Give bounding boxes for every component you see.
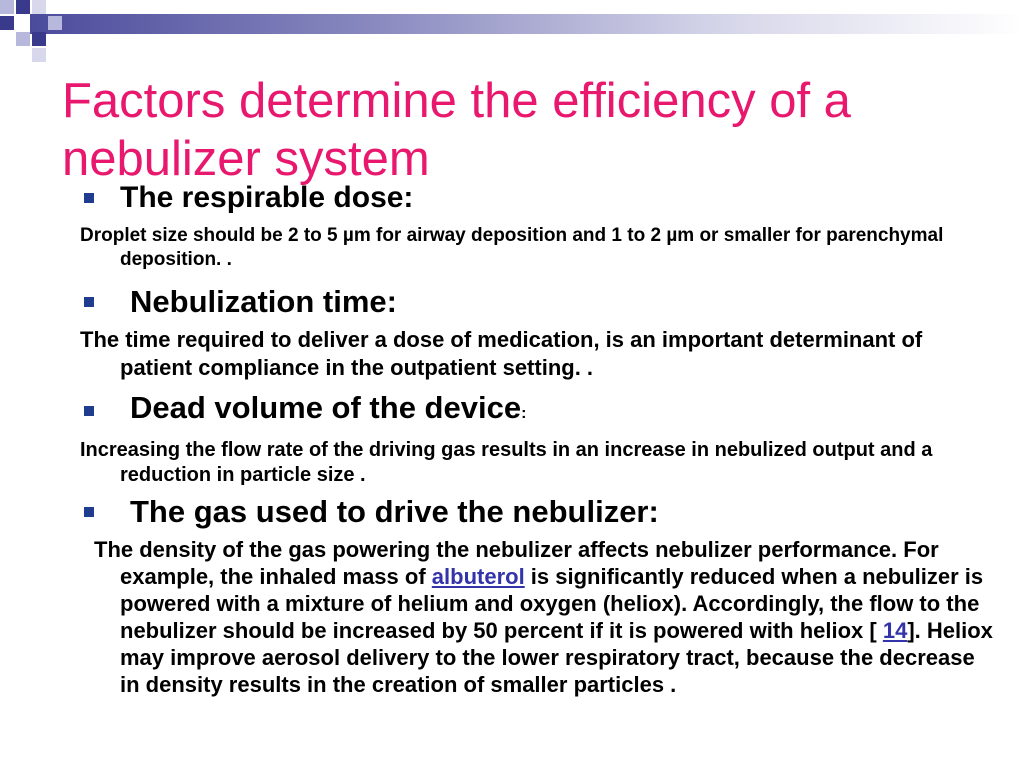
bullet-body: The time required to deliver a dose of medication, is an important determinant of patient compliance in the outpatient setting. . [80, 327, 923, 380]
decor-square [0, 0, 14, 14]
decor-square [32, 48, 46, 62]
bullet-nebulization-time [80, 282, 1000, 322]
body-text: The density of the gas powering the nebulizer affects nebulizer performance. For example, the inhaled mass of [94, 537, 939, 589]
decor-square [16, 0, 30, 14]
body-text: is significantly reduced when a nebulizer is powered with a mixture of helium and oxygen (heliox). Accordingly, the flow to the nebulizer should be increased by 50 percent if it is powered with heliox [ [120, 564, 984, 643]
decor-square [16, 32, 30, 46]
albuterol-link[interactable]: albuterol [431, 564, 525, 589]
bullet-dead-volume [80, 388, 1000, 434]
bullet-driving-gas [80, 492, 1000, 532]
reference-14-link[interactable]: 14 [882, 618, 908, 643]
bullet-square-icon [84, 297, 94, 307]
bullet-heading-suffix: : [521, 405, 527, 422]
header-gradient-bar [30, 14, 1024, 34]
decor-square [32, 0, 46, 14]
body-text: ]. Heliox may improve aerosol delivery to the lower respiratory tract, because the decrease in density results in the creation of smaller particles . [120, 618, 993, 697]
slide-title: Factors determine the efficiency of a nebulizer system [62, 74, 851, 186]
decor-square [0, 16, 14, 30]
decor-square [16, 16, 30, 30]
bullet-heading: Nebulization time: [130, 284, 397, 319]
bullet-body [80, 536, 1000, 698]
bullet-body: Droplet size should be 2 to 5 µm for airway deposition and 1 to 2 µm or smaller for parenchymal deposition. . [80, 225, 944, 270]
bullet-heading: The gas used to drive the nebulizer: [130, 494, 659, 529]
decor-square [32, 32, 46, 46]
bullet-heading: The respirable dose: [120, 181, 414, 214]
bullet-square-icon [84, 406, 94, 416]
bullet-body: Increasing the flow rate of the driving gas results in an increase in nebulized output and a reduction in particle size . [80, 439, 933, 486]
bullet-heading: Dead volume of the device [130, 390, 522, 425]
bullet-square-icon [84, 193, 94, 203]
bullet-square-icon [84, 507, 94, 517]
decor-square [48, 16, 62, 30]
slide-content [80, 180, 1000, 698]
bullet-respirable-dose [80, 180, 1000, 216]
